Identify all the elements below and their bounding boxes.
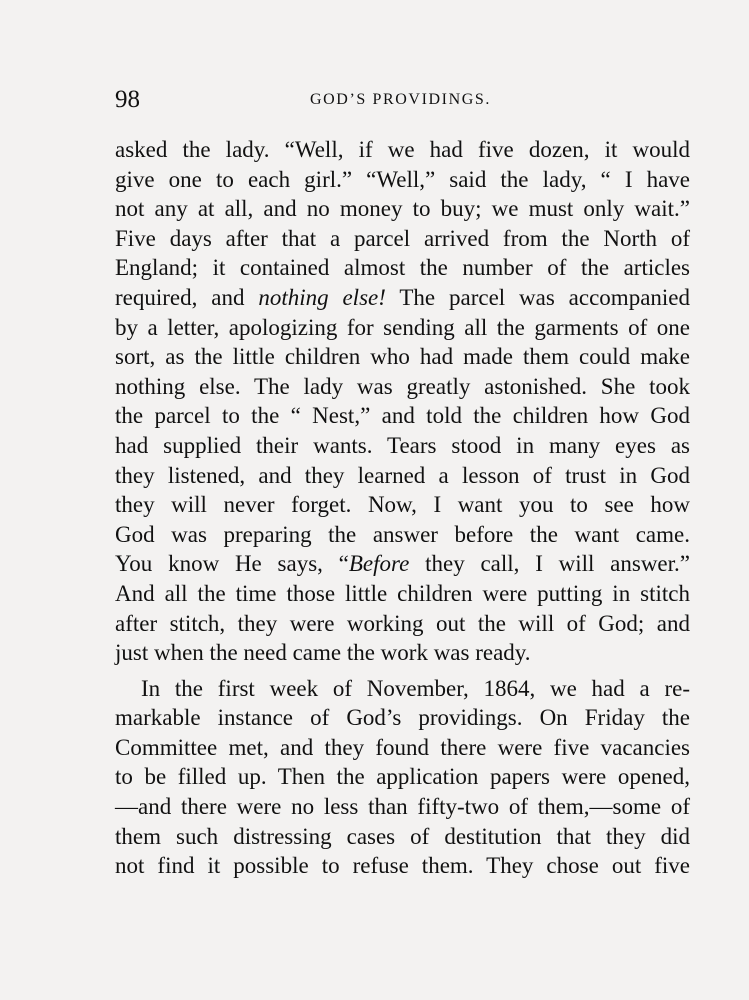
text-line: had supplied their wants. Tears stood in many eyes as bbox=[115, 432, 690, 458]
text-line: not find it possible to refuse them. They chose out five bbox=[115, 853, 690, 879]
text-line: —and there were no less than fifty-two of them,—some of bbox=[115, 794, 690, 820]
italic-text: Before bbox=[348, 551, 410, 577]
text-line: Committee met, and they found there were five vacancies bbox=[115, 734, 690, 760]
text-line: just when the need came the work was ready. bbox=[115, 640, 531, 666]
text-line: And all the time those little children were putting in stitch bbox=[115, 580, 690, 606]
page-number: 98 bbox=[115, 86, 140, 113]
italic-text: nothing else! bbox=[258, 284, 386, 310]
text-line: they listened, and they learned a lesson of trust in God bbox=[115, 462, 690, 488]
text-line: markable instance of God’s providings. On Friday the bbox=[115, 705, 690, 731]
text-run: they call, I will answer.” bbox=[409, 551, 690, 577]
text-line: them such distressing cases of destitution that they did bbox=[115, 823, 690, 849]
text-line: after stitch, they were working out the will of God; and bbox=[115, 610, 690, 636]
text-line: asked the lady. “Well, if we had five dozen, it would bbox=[115, 137, 690, 162]
text-line bbox=[115, 283, 690, 313]
text-line: sort, as the little children who had made them could make bbox=[115, 344, 690, 370]
text-line: the parcel to the “ Nest,” and told the children how God bbox=[115, 403, 690, 429]
text-line: to be filled up. Then the application papers were opened, bbox=[115, 764, 690, 790]
text-line: Five days after that a parcel arrived from the North of bbox=[115, 225, 690, 251]
text-run: The parcel was accompanied bbox=[385, 284, 690, 310]
text-line: In the first week of November, 1864, we had a re- bbox=[141, 675, 690, 701]
text-line: God was preparing the answer before the want came. bbox=[115, 521, 690, 547]
body-text bbox=[115, 135, 690, 881]
paragraph bbox=[115, 674, 690, 881]
text-line bbox=[115, 549, 690, 579]
text-line: England; it contained almost the number of the articles bbox=[115, 255, 690, 281]
text-run: required, and bbox=[115, 284, 259, 310]
paragraph bbox=[115, 135, 690, 668]
text-line: by a letter, apologizing for sending all the garments of one bbox=[115, 314, 690, 340]
text-line: give one to each girl.” “Well,” said the lady, “ I have bbox=[115, 166, 690, 192]
text-line: not any at all, and no money to buy; we must only wait.” bbox=[115, 196, 690, 222]
running-title: GOD’S PROVIDINGS. bbox=[310, 91, 491, 108]
running-header bbox=[115, 84, 690, 116]
text-run: You know He says, “ bbox=[115, 551, 349, 577]
text-line: they will never forget. Now, I want you to see how bbox=[115, 492, 690, 518]
text-line: nothing else. The lady was greatly astonished. She took bbox=[115, 373, 690, 399]
